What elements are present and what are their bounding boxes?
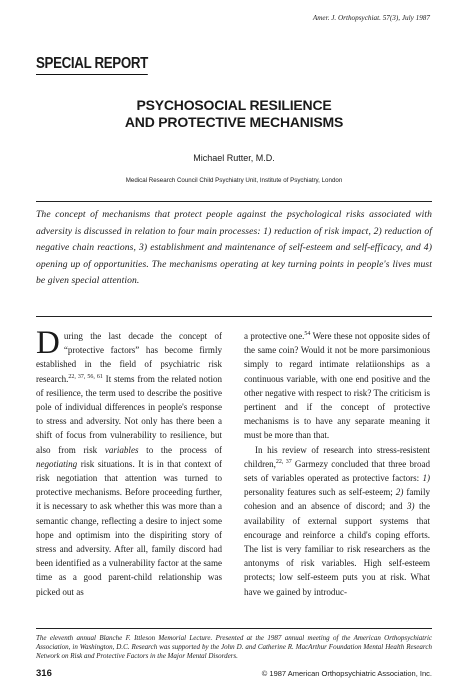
title-line-1: PSYCHOSOCIAL RESILIENCE <box>136 97 332 113</box>
text-run: risk situations. It is in that context of risk negotiation that attention was turned to protective mechanisms. Before proceeding further, it is necessary to ask whether this was more than a semantic change, reflecting a desire to inject some hope and optimism into the dispiriting story of stress and adversity. After all, family discord had been identified as a vulnerability factor at the same time as a good parent-child relationship was picked out as <box>36 458 222 597</box>
title-line-2: AND PROTECTIVE MECHANISMS <box>124 114 344 130</box>
citation-refs: 54 <box>304 330 311 337</box>
text-run: It stems from the related notion of resilience, the term used to describe the positive pole of individual differences in people's response to stress and adversity. Not only has there been a shift of focus from vulnerability to resilience, but also from risk <box>36 373 223 455</box>
abstract-bottom-rule <box>36 316 432 317</box>
text-run: Were these not opposite sides of the same coin? Would it not be more parsimonious simply to regard intimate relatiionships as a continuous variable, with one end positive and the other negative with respect to risk? The criticism is pertinent and if the concept of protective mechanisms is to have any separate meaning it must be more than that. <box>244 331 430 441</box>
emphasis: negotiating <box>36 458 78 469</box>
page-number: 316 <box>36 668 52 679</box>
list-number: 3) <box>406 501 415 512</box>
drop-cap: D <box>36 325 60 361</box>
section-heading: SPECIAL REPORT <box>36 55 148 75</box>
journal-reference: Amer. J. Orthopsychiat. 57(3), July 1987 <box>312 14 430 22</box>
paragraph <box>244 329 430 443</box>
text-run: family cohesion and an absence of discord; and <box>244 487 430 512</box>
text-run: Garmezy concluded that three broad sets of variables operated as protective factors: <box>244 458 431 484</box>
text-run: to the process of <box>138 444 223 455</box>
citation-refs: 22, 37 <box>275 458 292 465</box>
body-column-left <box>36 325 223 599</box>
copyright-notice: © 1987 American Orthopsychiatric Association, Inc. <box>261 669 432 678</box>
text-run: uring the last decade the concept of “protective factors” has become firmly established in the field of psychiatric risk research. <box>36 331 222 384</box>
footnote-rule <box>36 628 432 629</box>
list-number: 1) <box>422 473 430 484</box>
emphasis: variables <box>104 444 139 455</box>
body-column-right <box>244 329 430 599</box>
text-run: a protective one. <box>244 331 305 341</box>
list-number: 2) <box>395 487 404 498</box>
text-run: personality features such as self-esteem; <box>244 487 396 498</box>
paragraph <box>36 325 223 599</box>
citation-refs: 22, 37, 56, 61 <box>68 373 103 380</box>
abstract: The concept of mechanisms that protect people against the psychological risks associated with adversity is discussed in relation to four main processes: 1) reduction of risk impact, 2) reduction of negative chain reactions, 3) establishment and maintenance of self-esteem and self-efficacy, and 4) opening up of opportunities. The mechanisms operating at key turning points in people's lives must be given special attention. <box>36 209 432 287</box>
text-run: the availability of external support systems that encourage and reinforce a child's coping efforts. The list is very familiar to risk researchers as the antonyms of risk variables. High self-esteem protects; low self-esteem puts you at risk. What have we gained by introduc- <box>244 501 430 597</box>
paragraph <box>244 443 430 599</box>
author-name: Michael Rutter, M.D. <box>193 153 275 163</box>
text-run: In his review of research into stress-resistent children, <box>244 444 430 469</box>
article-title <box>0 97 468 131</box>
footnote: The eleventh annual Blanche F. Ittleson Memorial Lecture. Presented at the 1987 annual meeting of the American Orthopsychiatric Association, in Washington, D.C. Research was supported by the John D. and Catherine R. MacArthur Foundation Mental Health Research Network on Risk and Protective Factors in the Major Mental Disorders. <box>36 634 432 661</box>
abstract-top-rule <box>36 201 432 202</box>
author-affiliation: Medical Research Council Child Psychiatry Unit, Institute of Psychiatry, London <box>125 177 343 184</box>
